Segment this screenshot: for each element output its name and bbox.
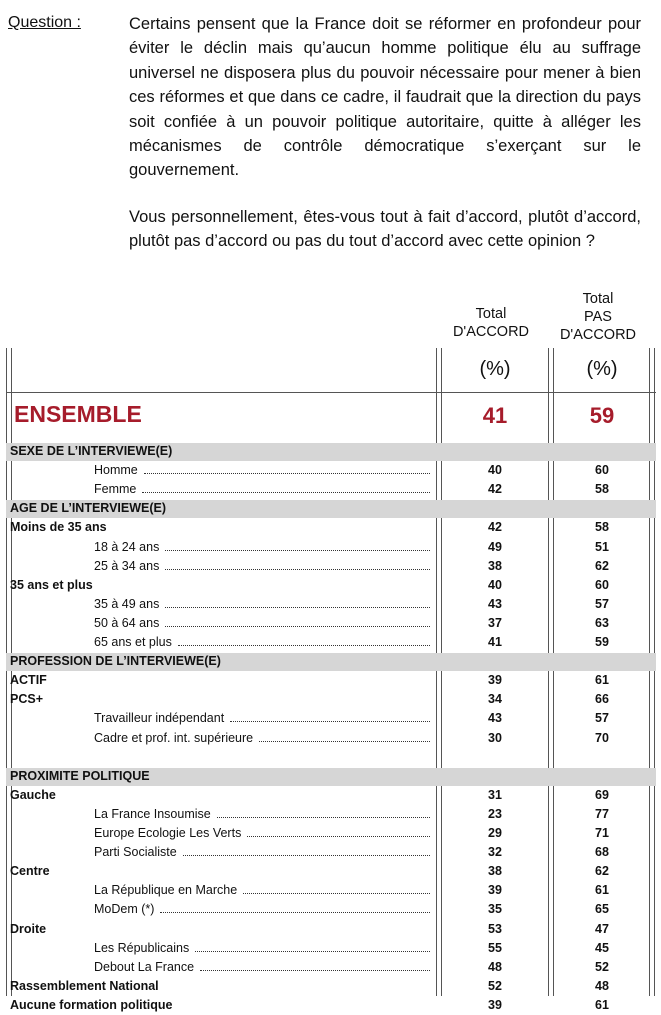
- question-paragraph-1: Certains pensent que la France doit se réformer en profondeur pour éviter le déclin mais qu’aucun homme politique élu au suffrage universel ne disposera plus du pouvoir nécessaire pour mener à bien ces réformes et que dans ce cadre, il faudrait que la direction du pays soit confiée à un pouvoir politique autoritaire, quitte à alléger les mécanismes de contrôle démocratique s’exerçant sur le gouvernement.: [129, 15, 641, 180]
- unit-accord: (%): [479, 358, 511, 380]
- section-header-row: [6, 653, 656, 671]
- ensemble-accord-value: 41: [482, 403, 508, 428]
- value-pas-accord: 58: [595, 520, 609, 535]
- table-row: [6, 921, 656, 939]
- value-accord: 43: [488, 596, 502, 611]
- results-table: [6, 348, 656, 1012]
- row-label: Travailleur indépendant: [94, 711, 225, 726]
- value-accord: 31: [488, 787, 502, 802]
- table-row: [6, 615, 656, 633]
- table-row: [6, 882, 656, 900]
- column-header-total-accord: Total D'ACCORD: [452, 306, 530, 340]
- value-pas-accord: 60: [595, 577, 609, 592]
- value-pas-accord: 61: [595, 673, 609, 688]
- row-label: Droite: [10, 921, 47, 936]
- value-pas-accord: 51: [595, 539, 609, 554]
- value-accord: 37: [488, 615, 502, 630]
- value-pas-accord: 71: [595, 826, 609, 840]
- row-label: ACTIF: [10, 673, 47, 688]
- table-row: [6, 863, 656, 881]
- dotted-leader: [165, 569, 430, 570]
- section-label: PROFESSION DE L’INTERVIEWE(E): [10, 654, 221, 669]
- value-pas-accord: 60: [595, 463, 609, 478]
- header-divider: [6, 392, 656, 393]
- dotted-leader: [195, 951, 430, 952]
- table-row: [6, 901, 656, 919]
- row-label: Femme: [94, 482, 137, 497]
- row-label: 25 à 34 ans: [94, 558, 160, 573]
- value-pas-accord: 45: [595, 940, 609, 955]
- table-row: [6, 691, 656, 709]
- table-row: [6, 978, 656, 996]
- row-label: 35 à 49 ans: [94, 596, 160, 611]
- dotted-leader: [165, 626, 430, 627]
- dotted-leader: [200, 970, 430, 971]
- value-accord: 49: [488, 539, 502, 554]
- value-pas-accord: 48: [595, 978, 609, 993]
- value-pas-accord: 70: [595, 730, 609, 745]
- value-pas-accord: 62: [595, 558, 609, 573]
- value-accord: 29: [488, 826, 502, 840]
- value-pas-accord: 62: [595, 864, 609, 879]
- table-row: [6, 825, 656, 843]
- row-label: Cadre et prof. int. supérieure: [94, 730, 254, 745]
- value-pas-accord: 61: [595, 883, 609, 898]
- value-accord: 42: [488, 482, 502, 497]
- value-accord: 48: [488, 959, 502, 974]
- value-pas-accord: 61: [595, 997, 609, 1012]
- value-accord: 55: [488, 940, 502, 955]
- row-label: La France Insoumise: [94, 806, 211, 821]
- row-label: 35 ans et plus: [10, 577, 93, 592]
- ensemble-pas-accord-value: 59: [589, 403, 615, 428]
- section-header-row: [6, 500, 656, 518]
- value-pas-accord: 47: [595, 921, 609, 936]
- question-paragraph-2: Vous personnellement, êtes-vous tout à fait d’accord, plutôt d’accord, plutôt pas d’accord ou pas du tout d’accord avec cette opinion ?: [129, 207, 641, 251]
- table-row: [6, 710, 656, 728]
- question-text: [129, 12, 641, 254]
- section-label: AGE DE L’INTERVIEWE(E): [10, 501, 167, 516]
- dotted-leader: [144, 473, 430, 474]
- row-label: 65 ans et plus: [94, 635, 172, 649]
- dotted-leader: [142, 492, 430, 493]
- table-row: [6, 539, 656, 557]
- row-label: Gauche: [10, 787, 56, 802]
- row-label: 50 à 64 ans: [94, 615, 160, 630]
- value-pas-accord: 57: [595, 711, 609, 726]
- row-label: Centre: [10, 864, 50, 879]
- value-accord: 34: [488, 692, 502, 707]
- row-label: Les Républicains: [94, 940, 190, 955]
- value-pas-accord: 58: [595, 482, 609, 497]
- value-accord: 39: [488, 883, 502, 898]
- table-row: [6, 730, 656, 748]
- question-label: Question :: [8, 14, 81, 31]
- value-accord: 52: [488, 978, 502, 993]
- value-accord: 38: [488, 864, 502, 879]
- dotted-leader: [259, 741, 430, 742]
- table-row: [6, 634, 656, 652]
- unit-pas-accord: (%): [586, 358, 618, 380]
- value-pas-accord: 69: [595, 787, 609, 802]
- value-accord: 41: [488, 635, 502, 649]
- value-pas-accord: 57: [595, 596, 609, 611]
- table-row: [6, 844, 656, 862]
- row-label: La République en Marche: [94, 883, 238, 898]
- value-accord: 42: [488, 520, 502, 535]
- table-row: [6, 672, 656, 690]
- value-pas-accord: 59: [595, 635, 609, 649]
- value-accord: 40: [488, 463, 502, 478]
- value-accord: 53: [488, 921, 502, 936]
- value-accord: 43: [488, 711, 502, 726]
- dotted-leader: [217, 817, 430, 818]
- table-row: [6, 558, 656, 576]
- row-label: 18 à 24 ans: [94, 539, 160, 554]
- row-label: PCS+: [10, 692, 44, 707]
- value-pas-accord: 68: [595, 845, 609, 860]
- ensemble-label: ENSEMBLE: [14, 401, 142, 427]
- value-pas-accord: 52: [595, 959, 609, 974]
- value-pas-accord: 77: [595, 806, 609, 821]
- row-label: MoDem (*): [94, 902, 155, 917]
- row-label: Homme: [94, 463, 138, 478]
- value-accord: 35: [488, 902, 502, 917]
- table-row: [6, 596, 656, 614]
- value-accord: 39: [488, 997, 502, 1012]
- table-row: [6, 806, 656, 824]
- value-pas-accord: 65: [595, 902, 609, 917]
- section-header-row: [6, 768, 656, 786]
- value-accord: 40: [488, 577, 502, 592]
- column-header-total-pas-accord: Total PAS D'ACCORD: [559, 291, 637, 343]
- section-label: PROXIMITE POLITIQUE: [10, 768, 150, 783]
- row-label: Europe Ecologie Les Verts: [94, 826, 242, 840]
- dotted-leader: [243, 893, 430, 894]
- row-label: Debout La France: [94, 959, 195, 974]
- table-row: [6, 787, 656, 805]
- dotted-leader: [230, 721, 430, 722]
- dotted-leader: [183, 855, 430, 856]
- section-header-row: [6, 443, 656, 461]
- table-row: [6, 940, 656, 958]
- dotted-leader: [165, 550, 430, 551]
- dotted-leader: [165, 607, 430, 608]
- dotted-leader: [178, 645, 430, 646]
- value-accord: 30: [488, 730, 502, 745]
- value-pas-accord: 66: [595, 692, 609, 707]
- table-row: [6, 959, 656, 977]
- row-label: Parti Socialiste: [94, 845, 177, 860]
- dotted-leader: [247, 836, 430, 837]
- table-row: [6, 519, 656, 537]
- value-accord: 39: [488, 673, 502, 688]
- table-row: [6, 577, 656, 595]
- table-row: [6, 997, 656, 1015]
- dotted-leader: [160, 912, 430, 913]
- table-row: [6, 462, 656, 480]
- table-row: [6, 481, 656, 499]
- row-label: Rassemblement National: [10, 978, 159, 993]
- row-label: Aucune formation politique: [10, 997, 173, 1012]
- section-label: SEXE DE L’INTERVIEWE(E): [10, 444, 173, 458]
- value-pas-accord: 63: [595, 615, 609, 630]
- value-accord: 23: [488, 806, 502, 821]
- row-label: Moins de 35 ans: [10, 520, 107, 535]
- value-accord: 32: [488, 845, 502, 860]
- value-accord: 38: [488, 558, 502, 573]
